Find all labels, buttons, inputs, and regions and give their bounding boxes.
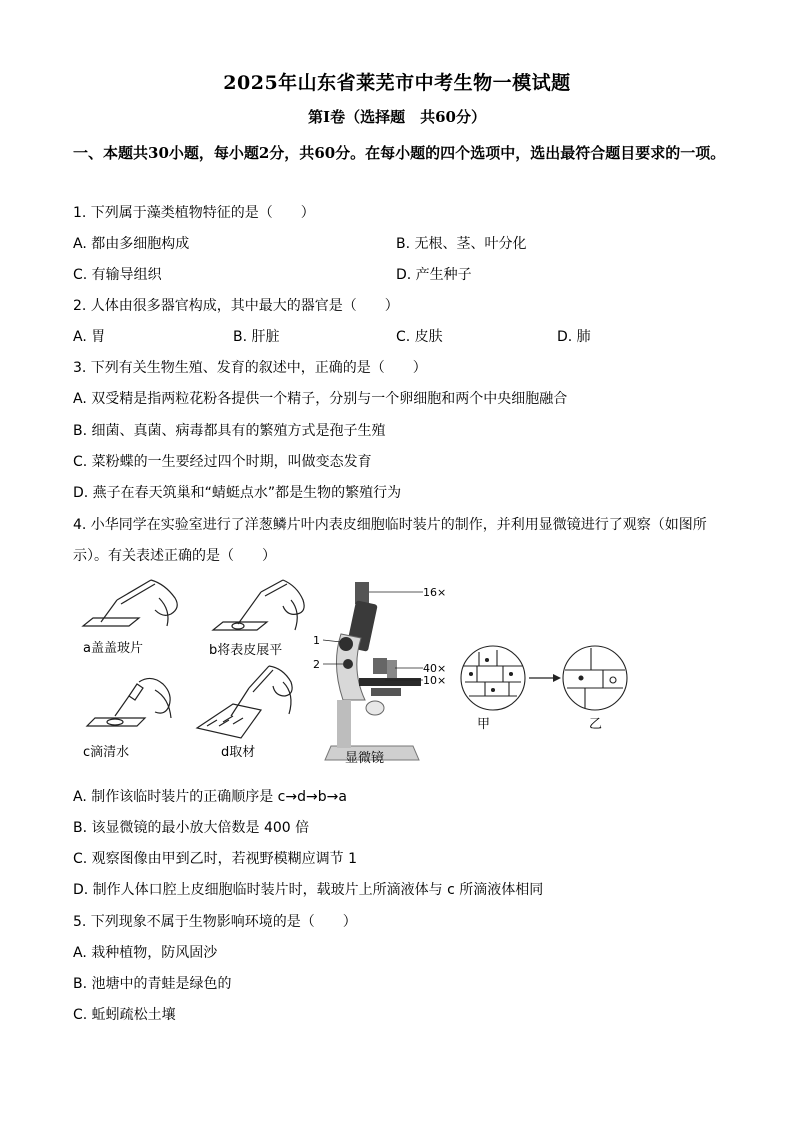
paper-part-title: 第Ⅰ卷（选择题 共60分） (308, 108, 486, 126)
question-4-option-c: C. 观察图像由甲到乙时，若视野模糊应调节 1 (73, 851, 358, 867)
question-2-stem: 2. 人体由很多器官构成，其中最大的器官是（ ） (73, 298, 399, 314)
view-yi-label: 乙 (589, 717, 603, 732)
step-c-illustration (87, 678, 171, 726)
microscope-illustration (325, 582, 421, 760)
question-3-option-a: A. 双受精是指两粒花粉各提供一个精子，分别与一个卵细胞和两个中央细胞融合 (73, 391, 568, 407)
question-3-option-c: C. 菜粉蝶的一生要经过四个时期，叫做变态发育 (73, 454, 372, 470)
mark-2-label: 2 (313, 658, 320, 671)
view-yi-illustration (563, 646, 627, 710)
microscope-label: 显微镜 (345, 751, 385, 766)
exam-title: 2025年山东省莱芜市中考生物一模试题 (223, 72, 571, 94)
question-5-option-a: A. 栽种植物，防风固沙 (73, 945, 218, 961)
question-4-figure (73, 578, 733, 766)
objective-10x-label: 10× (423, 674, 447, 687)
question-4-option-b: B. 该显微镜的最小放大倍数是 400 倍 (73, 820, 310, 836)
question-3-option-d: D. 燕子在春天筑巢和“蜻蜓点水”都是生物的繁殖行为 (73, 485, 402, 501)
step-d-illustration (197, 666, 292, 738)
mark-1-label: 1 (313, 634, 320, 647)
eyepiece-16x-label: 16× (423, 586, 447, 599)
question-3-option-b: B. 细菌、真菌、病毒都具有的繁殖方式是孢子生殖 (73, 423, 386, 439)
question-4-option-a: A. 制作该临时装片的正确顺序是 c→d→b→a (73, 789, 347, 805)
question-2-option-b: B. 肝脏 (233, 329, 280, 345)
question-4-stem-line-1: 4. 小华同学在实验室进行了洋葱鳞片叶内表皮细胞临时装片的制作，并利用显微镜进行了观察（如图所 (73, 517, 707, 533)
question-2-option-d: D. 肺 (557, 329, 591, 345)
question-3-stem: 3. 下列有关生物生殖、发育的叙述中，正确的是（ ） (73, 360, 427, 376)
view-jia-illustration (461, 646, 525, 710)
arrow-right-icon (553, 674, 561, 682)
question-4-option-d: D. 制作人体口腔上皮细胞临时装片时，载玻片上所滴液体与 c 所滴液体相同 (73, 882, 544, 898)
step-a-illustration (83, 580, 177, 626)
view-jia-label: 甲 (477, 717, 491, 732)
question-5-option-c: C. 蚯蚓疏松土壤 (73, 1007, 176, 1023)
question-1-option-a: A. 都由多细胞构成 (73, 236, 190, 252)
leader-1 (323, 640, 341, 642)
question-2-option-c: C. 皮肤 (396, 329, 443, 345)
question-1-stem: 1. 下列属于藻类植物特征的是（ ） (73, 205, 315, 221)
question-5-option-b: B. 池塘中的青蛙是绿色的 (73, 976, 232, 992)
question-1-option-c: C. 有输导组织 (73, 267, 162, 283)
step-b-illustration (213, 580, 304, 630)
question-4-stem-line-2: 示）。有关表述正确的是（ ） (73, 548, 276, 564)
step-b-label: b将表皮展平 (209, 643, 283, 658)
section-instructions: 一、本题共30小题，每小题2分，共60分。在每小题的四个选项中，选出最符合题目要求的一项。 (73, 144, 726, 162)
question-1-option-d: D. 产生种子 (396, 267, 472, 283)
step-c-label: c滴清水 (83, 745, 130, 760)
step-a-label: a盖盖玻片 (83, 641, 143, 656)
objective-40x-label: 40× (423, 662, 447, 675)
question-2-option-a: A. 胃 (73, 329, 106, 345)
question-5-stem: 5. 下列现象不属于生物影响环境的是（ ） (73, 914, 357, 930)
question-1-option-b: B. 无根、茎、叶分化 (396, 236, 527, 252)
step-d-label: d取材 (221, 745, 256, 760)
